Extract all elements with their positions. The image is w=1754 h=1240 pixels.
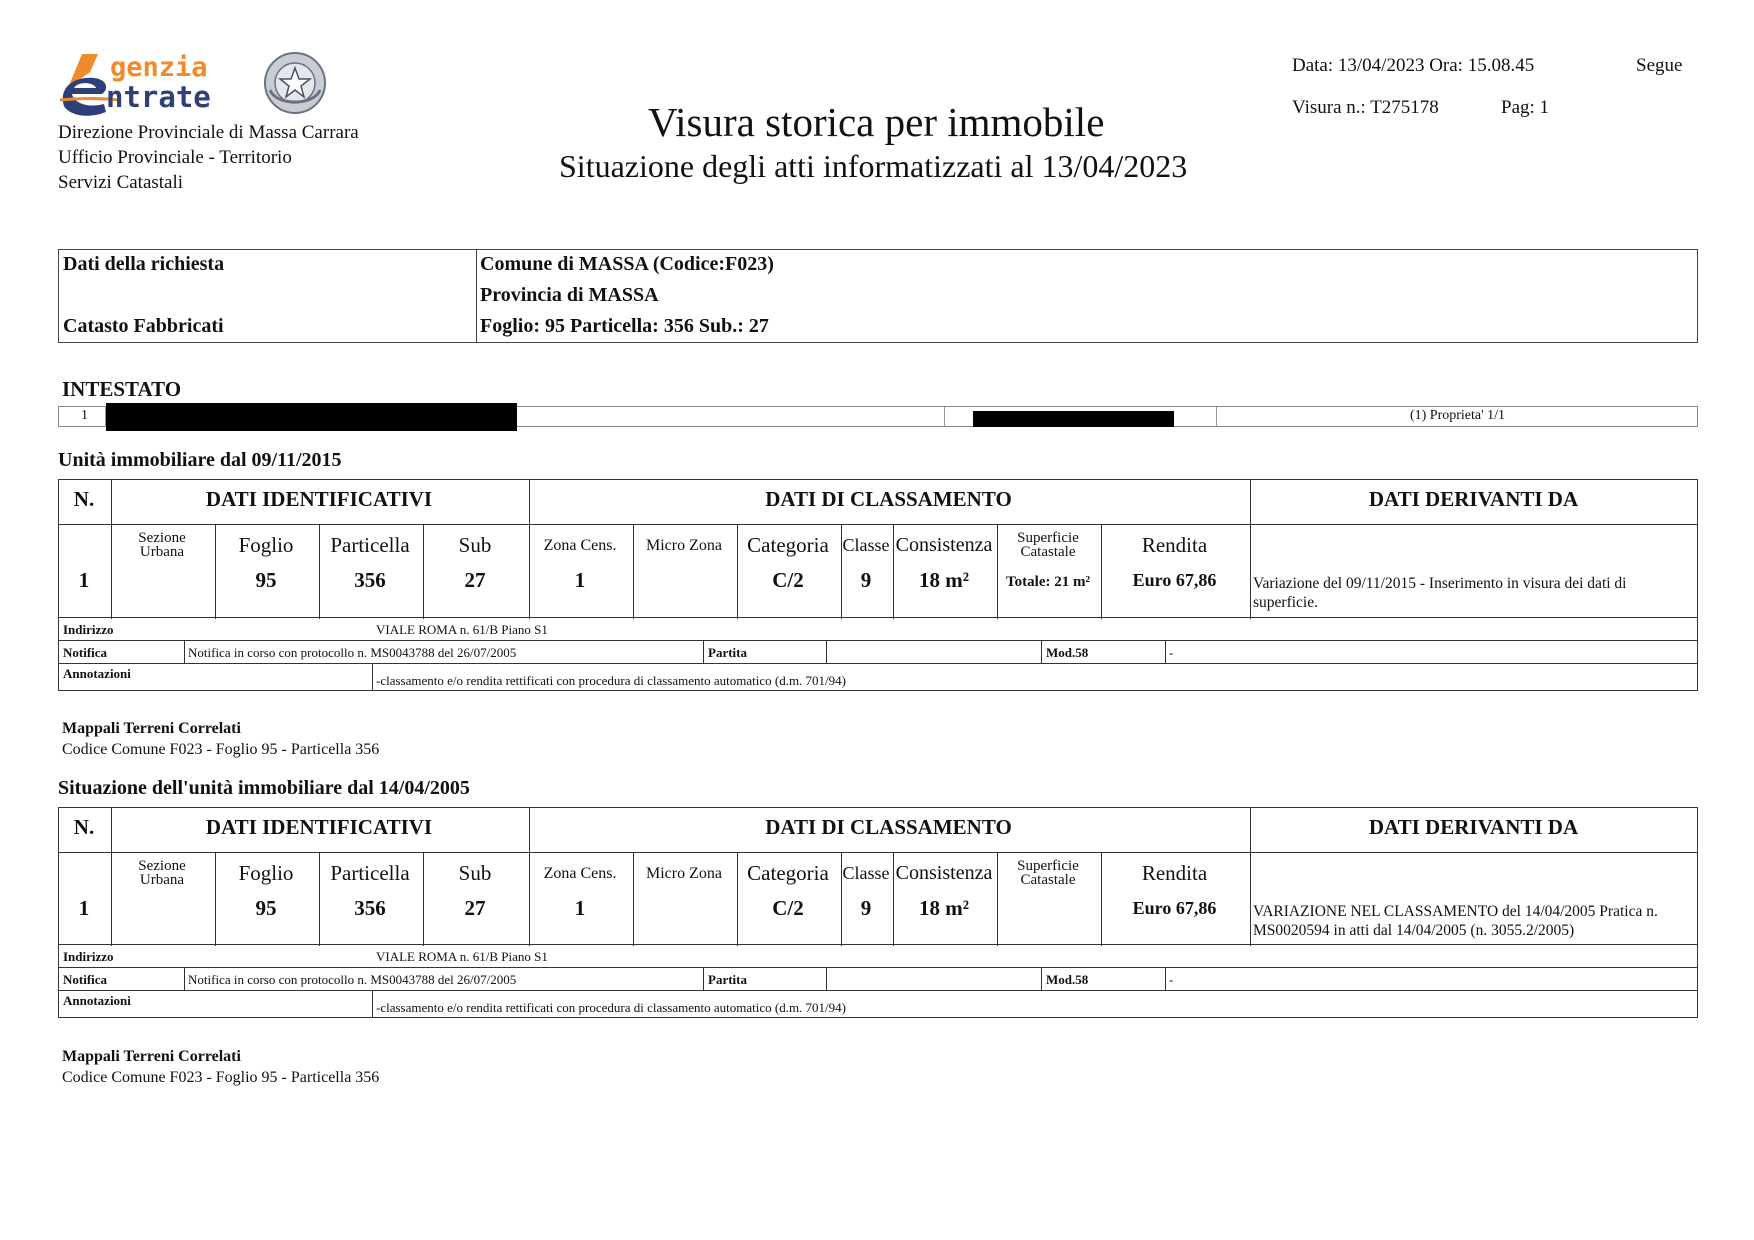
header-n: N. (73, 487, 95, 511)
col-consistenza: Consistenza (895, 862, 993, 884)
cell-rendita: Euro 67,86 (1132, 570, 1217, 590)
header-dati-derivanti: DATI DERIVANTI DA (1368, 815, 1579, 839)
annotazioni-row (58, 991, 1698, 1018)
cell-derivanti: Variazione del 09/11/2015 - Inserimento in visura dei dati di superficie. (1253, 575, 1627, 611)
mod58-label: Mod.58 (1046, 645, 1089, 660)
unit-2-mappali-title: Mappali Terreni Correlati (62, 1048, 241, 1065)
col-sub: Sub (458, 861, 492, 885)
segue-label: Segue (1636, 55, 1683, 76)
col-superficie: Superficie Catastale (1017, 858, 1079, 888)
notifica-value: Notifica in corso con protocollo n. MS0043788 del 26/07/2005 (188, 972, 517, 987)
cell-foglio: 95 (255, 568, 277, 592)
cell-derivanti: VARIAZIONE NEL CLASSAMENTO del 14/04/2005 Pratica n. MS0020594 in atti dal 14/04/2005 (n. 3055.2/2005) (1253, 903, 1658, 939)
annotazioni-row (58, 664, 1698, 691)
unit-2-mappali-value: Codice Comune F023 - Foglio 95 - Particella 356 (62, 1069, 380, 1086)
cell-rendita: Euro 67,86 (1132, 898, 1217, 918)
republic-emblem-icon (262, 50, 328, 116)
office-line-3: Servizi Catastali (58, 172, 184, 193)
document-title: Visura storica per immobile (648, 99, 1105, 145)
cell-n: 1 (78, 896, 90, 920)
header-dati-classamento: DATI DI CLASSAMENTO (765, 487, 1012, 511)
col-categoria: Categoria (747, 861, 829, 885)
provincia-value: Provincia di MASSA (480, 284, 659, 306)
col-foglio: Foglio (238, 861, 294, 885)
col-micro-zona: Micro Zona (646, 865, 722, 882)
cell-categoria: C/2 (772, 896, 804, 920)
annotazioni-label: Annotazioni (63, 993, 131, 1008)
intestato-title: INTESTATO (62, 377, 182, 401)
cell-particella: 356 (354, 568, 386, 592)
unit-1-title: Unità immobiliare dal 09/11/2015 (58, 449, 342, 471)
intestato-row-number: 1 (81, 408, 88, 423)
unit-2-title: Situazione dell'unità immobiliare dal 14/04/2005 (58, 777, 470, 799)
col-zona-cens: Zona Cens. (543, 537, 617, 554)
header-dati-identificativi: DATI IDENTIFICATIVI (205, 487, 433, 511)
unit-1-mappali-title: Mappali Terreni Correlati (62, 720, 241, 737)
indirizzo-value: VIALE ROMA n. 61/B Piano S1 (376, 949, 548, 964)
document-subtitle: Situazione degli atti informatizzati al 13/04/2023 (559, 148, 1188, 184)
header-dati-classamento: DATI DI CLASSAMENTO (765, 815, 1012, 839)
comune-value: Comune di MASSA (Codice:F023) (480, 253, 774, 275)
notifica-label: Notifica (63, 972, 108, 987)
notifica-row (58, 968, 1698, 991)
page-number: Pag: 1 (1501, 97, 1550, 118)
indirizzo-label: Indirizzo (63, 949, 114, 964)
partita-label: Partita (708, 972, 747, 987)
header-dati-derivanti: DATI DERIVANTI DA (1368, 487, 1579, 511)
cell-foglio: 95 (255, 896, 277, 920)
request-data-box (58, 249, 1698, 343)
svg-text:ntrate: ntrate (106, 80, 211, 114)
cell-zona-cens: 1 (574, 568, 586, 592)
col-micro-zona: Micro Zona (646, 537, 722, 554)
col-categoria: Categoria (747, 533, 829, 557)
intestato-row (58, 406, 1698, 427)
col-classe: Classe (842, 535, 890, 555)
cell-categoria: C/2 (772, 568, 804, 592)
indirizzo-row (58, 618, 1698, 641)
cell-zona-cens: 1 (574, 896, 586, 920)
office-line-1: Direzione Provinciale di Massa Carrara (58, 122, 359, 143)
notifica-value: Notifica in corso con protocollo n. MS0043788 del 26/07/2005 (188, 645, 517, 660)
cell-sub: 27 (464, 568, 486, 592)
col-classe: Classe (842, 863, 890, 883)
col-particella: Particella (330, 533, 410, 557)
cell-classe: 9 (860, 568, 872, 592)
date-time: Data: 13/04/2023 Ora: 15.08.45 (1292, 55, 1535, 76)
cell-sub: 27 (464, 896, 486, 920)
agenzia-entrate-wordmark (60, 48, 270, 116)
cell-classe: 9 (860, 896, 872, 920)
col-sezione-urbana: Sezione Urbana (138, 530, 186, 560)
col-foglio: Foglio (238, 533, 294, 557)
notifica-row (58, 641, 1698, 664)
annotazioni-value: -classamento e/o rendita rettificati con procedura di classamento automatico (d.m. 701/94) (376, 1000, 846, 1015)
col-zona-cens: Zona Cens. (543, 865, 617, 882)
agenzia-entrate-logo (60, 48, 330, 116)
svg-text:genzia: genzia (110, 52, 208, 83)
col-particella: Particella (330, 861, 410, 885)
annotazioni-value: -classamento e/o rendita rettificati con procedura di classamento automatico (d.m. 701/94) (376, 673, 846, 688)
cell-n: 1 (78, 568, 90, 592)
foglio-particella-value: Foglio: 95 Particella: 356 Sub.: 27 (480, 315, 769, 337)
office-address (58, 120, 359, 195)
header-dati-identificativi: DATI IDENTIFICATIVI (205, 815, 433, 839)
col-sezione-urbana: Sezione Urbana (138, 858, 186, 888)
cell-consistenza: 18 m² (918, 568, 970, 592)
request-label: Dati della richiesta (63, 253, 225, 275)
partita-label: Partita (708, 645, 747, 660)
indirizzo-row (58, 945, 1698, 968)
col-superficie: Superficie Catastale (1017, 530, 1079, 560)
redacted-tax-code (973, 411, 1174, 427)
mod58-value: - (1169, 645, 1174, 660)
col-consistenza: Consistenza (895, 534, 993, 556)
col-rendita: Rendita (1141, 533, 1208, 557)
unit-1-mappali-value: Codice Comune F023 - Foglio 95 - Particella 356 (62, 741, 380, 758)
visura-number: Visura n.: T275178 (1292, 97, 1439, 118)
col-rendita: Rendita (1141, 861, 1208, 885)
cell-particella: 356 (354, 896, 386, 920)
cell-consistenza: 18 m² (918, 896, 970, 920)
header-n: N. (73, 815, 95, 839)
indirizzo-value: VIALE ROMA n. 61/B Piano S1 (376, 622, 548, 637)
mod58-label: Mod.58 (1046, 972, 1089, 987)
ownership-right: (1) Proprieta' 1/1 (1409, 408, 1506, 423)
cell-superficie: Totale: 21 m² (1006, 574, 1090, 590)
mod58-value: - (1169, 972, 1174, 987)
annotazioni-label: Annotazioni (63, 666, 131, 681)
indirizzo-label: Indirizzo (63, 622, 114, 637)
notifica-label: Notifica (63, 645, 108, 660)
redacted-owner-name (106, 403, 517, 431)
catasto-label: Catasto Fabbricati (63, 315, 224, 337)
col-sub: Sub (458, 533, 492, 557)
office-line-2: Ufficio Provinciale - Territorio (58, 147, 292, 168)
